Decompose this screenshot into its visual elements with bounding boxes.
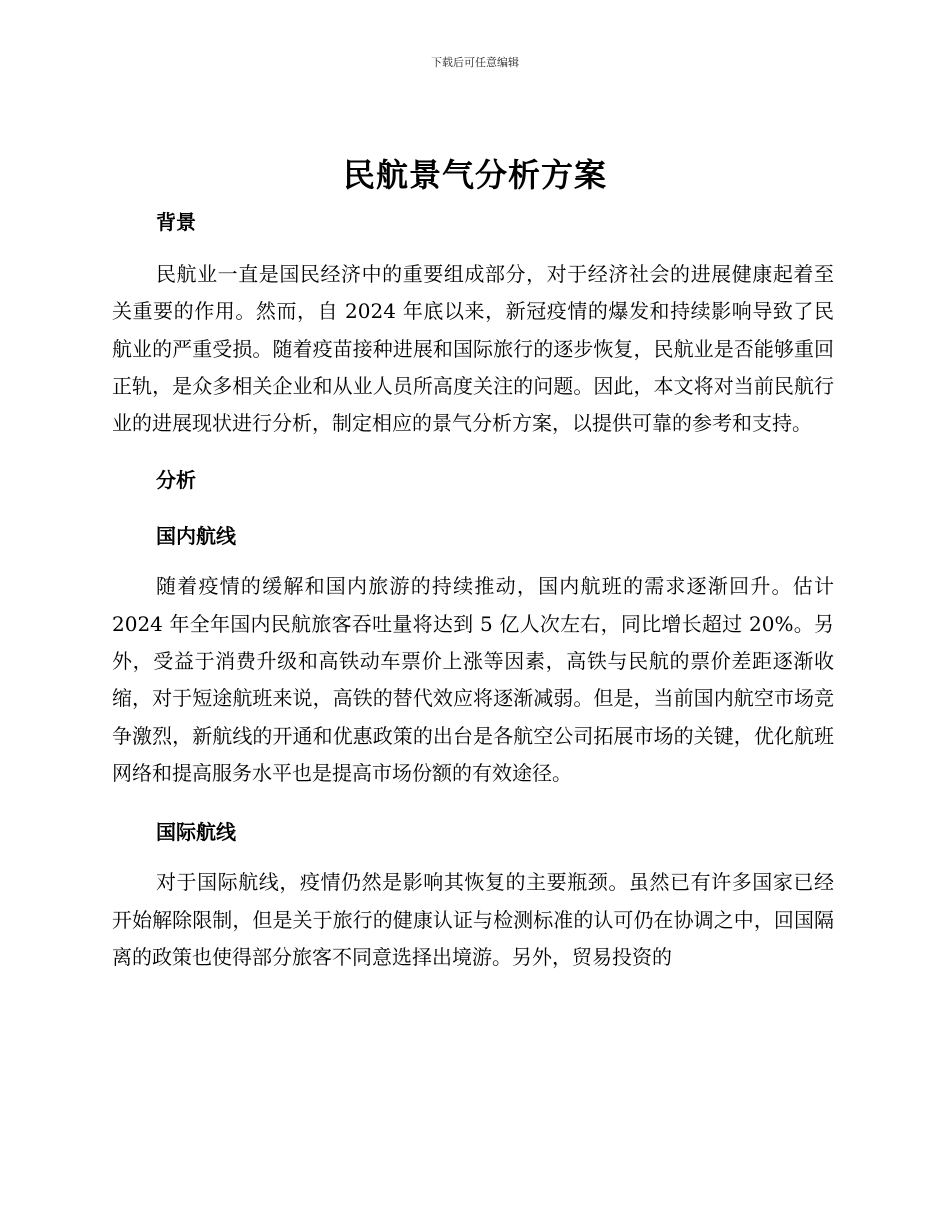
section-paragraph-international-routes: 对于国际航线，疫情仍然是影响其恢复的主要瓶颈。虽然已有许多国家已经开始解除限制，但是关于旅行的健康认证与检测标准的认可仍在协调之中，回国隔离的政策也使得部分旅客不同意选择出境游。另外，贸易投资的 [112,870,834,969]
document-title: 民航景气分析方案 [342,156,607,194]
header-note: 下载后可任意编辑 [431,56,519,69]
section-heading-analysis: 分析 [156,468,196,493]
section-heading-international-routes: 国际航线 [156,820,236,845]
document-body [112,200,834,976]
section-paragraph-domestic-routes: 随着疫情的缓解和国内旅游的持续推动，国内航班的需求逐渐回升。估计 2024 年全年国内民航旅客吞吐量将达到 5 亿人次左右，同比增长超过 20%。另外，受益于消费升级和高铁动车票价上涨等因素，高铁与民航的票价差距逐渐收缩，对于短途航班来说，高铁的替代效应将逐渐减弱。但是，当前国内航空市场竞争激烈，新航线的开通和优惠政策的出台是各航空公司拓展市场的关键，优化航班网络和提高服务水平也是提高市场份额的有效途径。 [112,574,834,785]
section-heading-domestic-routes: 国内航线 [156,524,236,549]
section-paragraph-background: 民航业一直是国民经济中的重要组成部分，对于经济社会的进展健康起着至关重要的作用。然而，自 2024 年底以来，新冠疫情的爆发和持续影响导致了民航业的严重受损。随着疫苗接种进展和国际旅行的逐步恢复，民航业是否能够重回正轨，是众多相关企业和从业人员所高度关注的问题。因此，本文将对当前民航行业的进展现状进行分析，制定相应的景气分析方案，以提供可靠的参考和支持。 [112,262,834,436]
section-heading-background: 背景 [156,210,196,234]
